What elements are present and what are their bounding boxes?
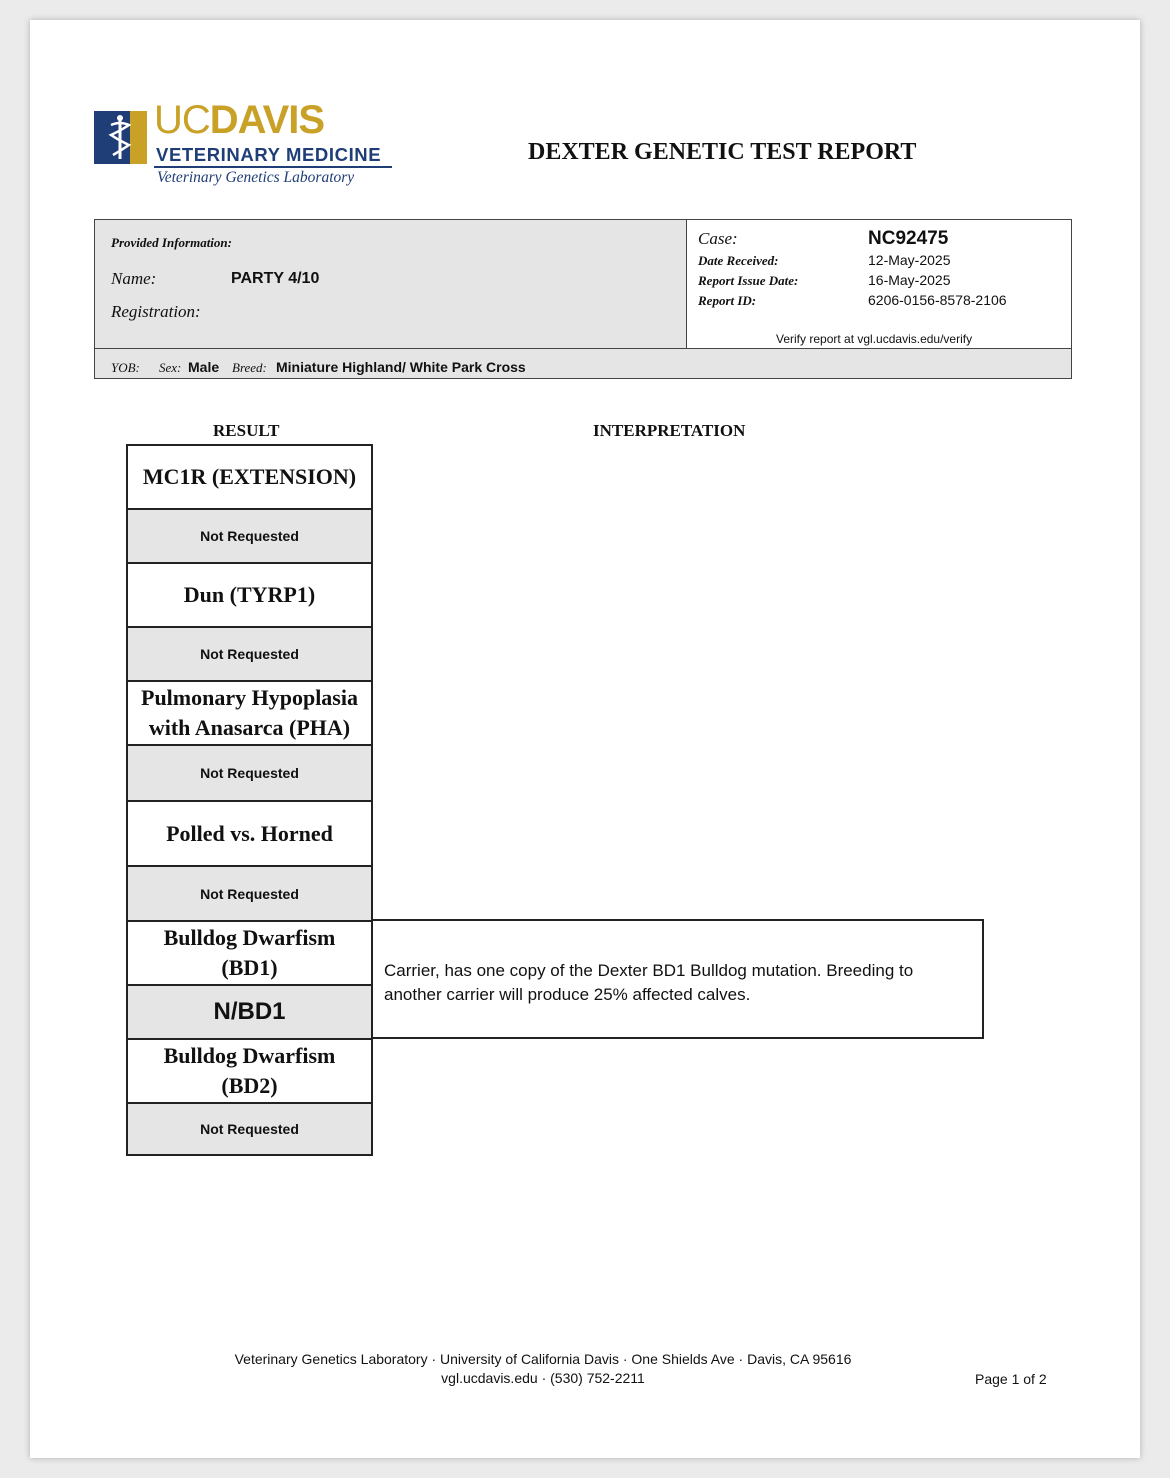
logo-uc-text: UC: [154, 98, 210, 142]
test-name-text: Polled vs. Horned: [166, 820, 333, 846]
test-result-mc1r: [126, 508, 373, 564]
interpretation-header: INTERPRETATION: [593, 421, 746, 440]
interpretation-bd1: Carrier, has one copy of the Dexter BD1 Bulldog mutation. Breeding to another carrier will produce 25% affected calves.: [371, 919, 984, 1039]
test-name-text: MC1R (EXTENSION): [142, 464, 357, 489]
date-received-value: 12-May-2025: [868, 252, 951, 268]
logo-lab-name: Veterinary Genetics Laboratory: [157, 169, 355, 186]
test-name-dun: [126, 562, 373, 628]
test-name-mc1r: [126, 444, 373, 510]
test-result-pha: [126, 744, 373, 802]
test-result-dun: [126, 626, 373, 682]
report-id-value: 6206-0156-8578-2106: [868, 292, 1007, 308]
logo-divider: [154, 166, 392, 168]
test-result-text: Not Requested: [200, 1121, 299, 1137]
verify-link[interactable]: Verify report at vgl.ucdavis.edu/verify: [776, 332, 973, 346]
issue-date-value: 16-May-2025: [868, 272, 951, 288]
breed-value: Miniature Highland/ White Park Cross: [276, 359, 526, 375]
test-name-polled: [126, 800, 373, 867]
case-label: Case:: [698, 229, 738, 248]
sex-label: Sex:: [159, 360, 182, 375]
caduceus-icon: [94, 111, 147, 164]
name-label: Name:: [111, 269, 157, 288]
report-id-label: Report ID:: [698, 293, 757, 308]
logo-vet-med: VETERINARY MEDICINE: [156, 144, 382, 165]
result-header: RESULT: [213, 421, 280, 440]
test-result-text: Not Requested: [200, 765, 299, 781]
test-name-pha: [126, 680, 373, 746]
sex-value: Male: [188, 359, 220, 375]
logo-davis-text: DAVIS: [209, 98, 325, 142]
provided-info-box: [94, 219, 1072, 379]
test-name-line2: with Anasarca (PHA): [148, 715, 351, 740]
test-result-text: N/BD1: [213, 998, 286, 1025]
test-result-text: Not Requested: [200, 646, 299, 662]
test-name-bd1: [126, 920, 373, 986]
test-name-bd2: [126, 1038, 373, 1104]
name-value: PARTY 4/10: [231, 270, 320, 287]
test-result-text: Not Requested: [200, 885, 299, 902]
provided-info-label: Provided Information:: [111, 235, 232, 250]
test-result-polled: [126, 865, 373, 922]
test-name-line1: Bulldog Dwarfism: [163, 925, 336, 950]
test-name-line2: (BD2): [221, 1073, 278, 1098]
test-result-text: Not Requested: [200, 528, 299, 544]
report-title: DEXTER GENETIC TEST REPORT: [528, 139, 917, 165]
footer-address: Veterinary Genetics Laboratory · University of California Davis · One Shields Ave · Davis, CA 95616: [234, 1351, 852, 1367]
registration-label: Registration:: [111, 302, 201, 321]
test-name-line1: Pulmonary Hypoplasia: [141, 685, 358, 710]
logo-ucdavis: [154, 100, 324, 140]
breed-label: Breed:: [232, 360, 267, 375]
test-result-bd2: [126, 1102, 373, 1156]
issue-date-label: Report Issue Date:: [698, 273, 799, 288]
test-name-line2: (BD1): [221, 955, 278, 980]
date-received-label: Date Received:: [698, 253, 779, 268]
footer-contact: vgl.ucdavis.edu · (530) 752-2211: [441, 1370, 645, 1386]
case-value: NC92475: [868, 228, 949, 249]
test-name-line1: Bulldog Dwarfism: [163, 1043, 336, 1068]
page-number: Page 1 of 2: [975, 1371, 1047, 1387]
test-result-bd1: [126, 984, 373, 1040]
yob-label: YOB:: [111, 360, 140, 375]
test-name-text: Dun (TYRP1): [183, 582, 316, 607]
